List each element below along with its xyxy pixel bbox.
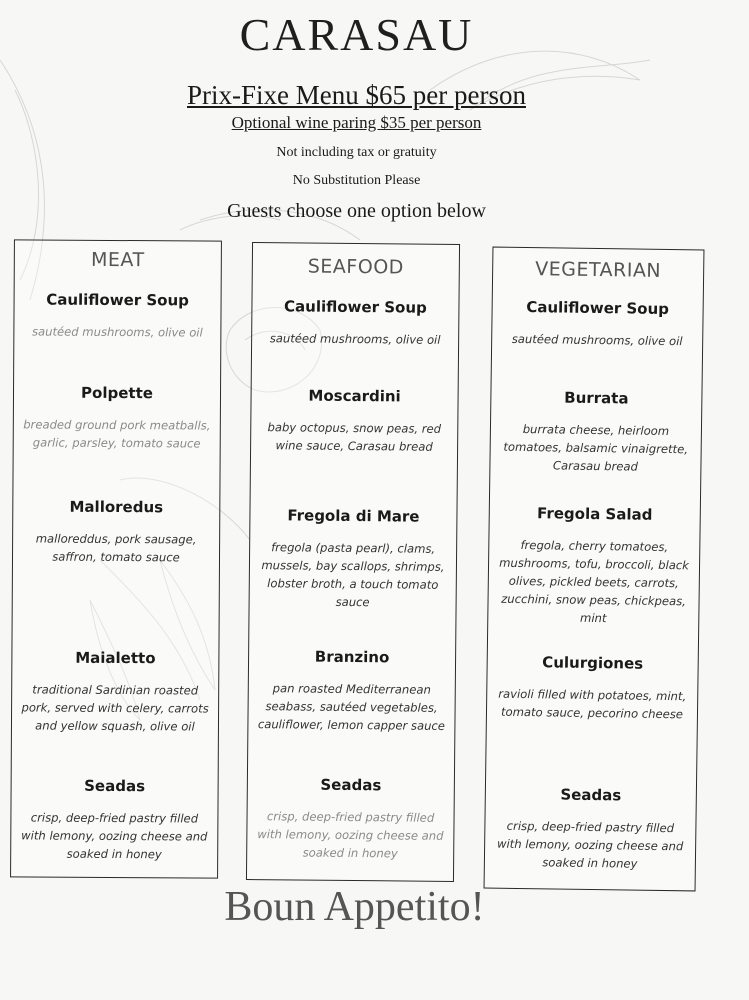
dish-item [248,647,455,735]
dish-item [13,497,219,566]
dish-name: Branzino [314,647,390,667]
restaurant-name: CARASAU [239,9,474,60]
dish-item [247,775,454,863]
dish-name: Cauliflower Soup [46,290,189,310]
dish-description: traditional Sardinian roasted pork, served with celery, carrots and yellow squash, olive oil [21,682,209,734]
dish-description: fregola, cherry tomatoes, mushrooms, tofu, broccoli, black olives, pickled beets, carrots, zucchini, snow peas, chickpeas, mint [499,537,690,626]
dish-description: sautéed mushrooms, olive oil [511,331,683,349]
dish-item [487,653,698,724]
dish-item [251,386,458,456]
meat-column [10,239,222,878]
dish-item [250,506,457,612]
dish-description: crisp, deep-fried pastry filled with lemony, oozing cheese and soaked in honey [21,810,208,862]
dish-item [488,504,700,629]
dish-description: burrata cheese, heirloom tomatoes, balsamic vinaigrette, Carasau bread [503,421,689,474]
dish-description: crisp, deep-fried pastry filled with lemony, oozing cheese and soaked in honey [257,809,444,861]
dish-name: Seadas [84,776,146,796]
dish-item [14,383,220,452]
vegetarian-column [484,247,705,892]
dish-description: baby octopus, snow peas, red wine sauce, Carasau bread [267,420,442,454]
dish-name: Cauliflower Soup [284,297,427,317]
column-heading: SEAFOOD [307,255,404,279]
dish-description: pan roasted Mediterranean seabass, sautéed vegetables, cauliflower, lemon capper sauce [257,681,446,733]
dish-name: Polpette [81,383,154,403]
dish-name: Seadas [320,775,382,795]
dish-name: Burrata [564,388,629,408]
dish-item [14,290,220,341]
dish-item [485,785,696,874]
dish-name: Malloredus [69,497,164,517]
guests-instruction: Guests choose one option below [227,200,486,222]
dish-name: Culurgiones [542,653,644,673]
dish-item [490,388,701,477]
dish-name: Seadas [560,785,622,805]
prix-fixe-price: Prix-Fixe Menu $65 per person [187,80,526,110]
tax-note: Not including tax or gratuity [276,145,437,160]
column-heading: VEGETARIAN [535,258,662,282]
dish-item [11,776,218,863]
dish-description: sautéed mushrooms, olive oil [31,324,203,340]
dish-item [12,648,219,735]
dish-description: breaded ground pork meatballs, garlic, parsley, tomato sauce [23,417,211,451]
dish-name: Maialetto [75,648,156,668]
closing-greeting: Boun Appetito! [224,884,485,930]
dish-name: Cauliflower Soup [526,298,670,319]
substitution-note: No Substitution Please [292,173,421,188]
dish-description: crisp, deep-fried pastry filled with lemony, oozing cheese and soaked in honey [496,818,684,871]
dish-description: ravioli filled with potatoes, mint, tomato sauce, pecorino cheese [498,686,687,722]
dish-name: Fregola di Mare [287,506,420,526]
dish-name: Moscardini [308,386,401,406]
dish-item [492,298,703,351]
dish-description: malloreddus, pork sausage, saffron, tomato sauce [35,531,197,565]
dish-name: Fregola Salad [536,504,653,524]
column-heading: MEAT [90,248,145,272]
dish-description: sautéed mushrooms, olive oil [269,331,441,347]
seafood-column [246,242,460,882]
wine-pairing-note: Optional wine paring $35 per person [231,113,482,132]
dish-description: fregola (pasta pearl), clams, mussels, bay scallops, shrimps, lobster broth, a touch tomato sauce [261,540,445,610]
dish-item [252,297,458,349]
